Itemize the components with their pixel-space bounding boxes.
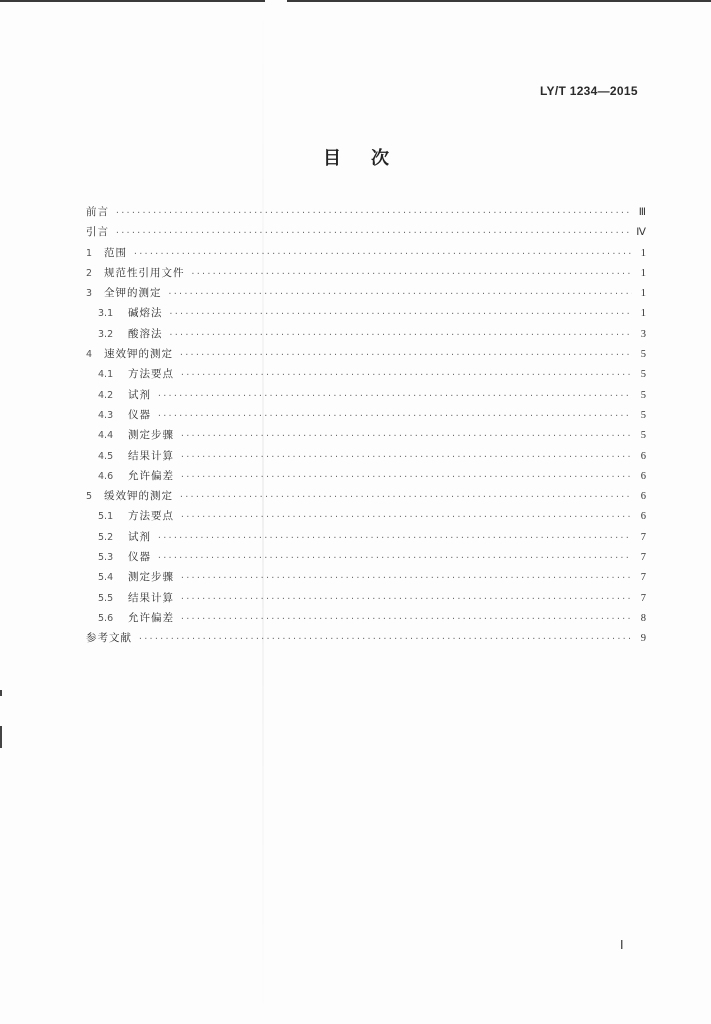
toc-dot-leader	[180, 568, 632, 588]
toc-entry-title: 仪器	[128, 551, 151, 564]
toc-entry-page: 5	[640, 430, 646, 442]
toc-entry-title: 结果计算	[128, 591, 174, 604]
toc-entry-number: 2	[86, 267, 93, 279]
toc-entry[interactable]	[86, 588, 646, 608]
toc-entry[interactable]	[86, 364, 646, 384]
toc-entry[interactable]	[86, 344, 646, 364]
toc-entry[interactable]	[86, 283, 646, 303]
toc-entry-page: 3	[640, 328, 646, 340]
toc-dot-leader	[169, 325, 633, 345]
toc-entry[interactable]	[86, 567, 646, 587]
toc-entry-page: 5	[640, 389, 646, 401]
toc-entry-number: 4.5	[98, 450, 114, 462]
toc-entry-title: 方法要点	[128, 368, 174, 381]
toc-entry-page: 6	[640, 511, 646, 523]
toc-entry-title: 参考文献	[86, 632, 132, 645]
toc-entry-title: 仪器	[128, 408, 151, 421]
toc-entry-title: 前言	[86, 206, 109, 218]
toc-entry[interactable]	[86, 547, 646, 567]
toc-dot-leader	[138, 629, 632, 649]
toc-entry-number: 4.2	[98, 389, 114, 401]
toc-entry[interactable]	[86, 527, 646, 547]
toc-entry-title: 速效钾的测定	[104, 348, 173, 361]
toc-dot-leader	[115, 223, 632, 243]
toc-entry-title: 方法要点	[128, 510, 174, 523]
toc-dot-leader	[169, 304, 633, 324]
scan-edge-mark	[0, 726, 2, 748]
toc-entry[interactable]	[86, 486, 646, 506]
toc-entry-page: 5	[640, 369, 646, 381]
toc-entry-number: 4.6	[98, 470, 114, 482]
toc-entry-title: 全钾的测定	[104, 287, 162, 300]
toc-entry-page: Ⅳ	[636, 227, 646, 239]
scan-edge-mark	[0, 690, 2, 696]
toc-dot-leader	[168, 284, 633, 304]
toc-dot-leader	[157, 528, 632, 548]
toc-dot-leader	[157, 406, 632, 426]
toc-dot-leader	[180, 447, 632, 467]
scan-top-edge	[0, 0, 711, 2]
toc-entry-title: 允许偏差	[128, 611, 174, 624]
toc-dot-leader	[179, 487, 632, 507]
toc-entry-page: 1	[640, 288, 646, 300]
toc-entry-number: 5	[86, 491, 93, 503]
toc-entry-page: 7	[640, 552, 646, 564]
toc-entry[interactable]	[86, 243, 646, 263]
toc-dot-leader	[157, 386, 632, 406]
toc-entry-number: 4.4	[98, 430, 114, 442]
toc-entry[interactable]	[86, 303, 646, 323]
toc-entry-page: 1	[640, 247, 646, 259]
toc-dot-leader	[180, 507, 632, 527]
toc-entry-title: 试剂	[128, 530, 151, 543]
page-number: Ⅰ	[620, 938, 624, 952]
toc-entry-page: Ⅲ	[638, 207, 646, 218]
toc-entry-page: 6	[640, 450, 646, 462]
table-of-contents	[86, 202, 646, 649]
scan-top-gap	[265, 0, 287, 3]
toc-entry-page: 5	[640, 349, 646, 361]
toc-entry-page: 9	[640, 633, 646, 645]
toc-entry-title: 测定步骤	[128, 571, 174, 584]
toc-entry[interactable]	[86, 466, 646, 486]
toc-entry-number: 1	[86, 247, 93, 259]
toc-dot-leader	[180, 589, 632, 609]
toc-entry-page: 1	[640, 308, 646, 320]
toc-entry-page: 1	[640, 267, 646, 279]
toc-entry-page: 6	[640, 491, 646, 503]
toc-entry-number: 5.4	[98, 572, 114, 584]
toc-entry-page: 7	[640, 572, 646, 584]
toc-entry-number: 4.3	[98, 409, 114, 421]
toc-entry-page: 6	[640, 470, 646, 482]
page-title: 目次	[323, 148, 419, 169]
toc-entry-title: 规范性引用文件	[104, 266, 185, 279]
toc-entry[interactable]	[86, 425, 646, 445]
toc-entry-page: 5	[640, 409, 646, 421]
toc-entry-number: 5.3	[98, 552, 114, 564]
toc-entry-title: 酸溶法	[128, 327, 163, 340]
toc-dot-leader	[180, 426, 632, 446]
toc-entry[interactable]	[86, 202, 646, 222]
toc-entry-title: 范围	[104, 246, 127, 259]
toc-entry[interactable]	[86, 405, 646, 425]
toc-entry-number: 5.5	[98, 592, 114, 604]
toc-entry-page: 7	[640, 592, 646, 604]
toc-entry[interactable]	[86, 628, 646, 648]
toc-entry-page: 8	[640, 612, 646, 624]
document-id: LY/T 1234—2015	[540, 84, 638, 98]
toc-entry-number: 4	[86, 349, 93, 361]
toc-entry-title: 测定步骤	[128, 429, 174, 442]
toc-entry[interactable]	[86, 446, 646, 466]
toc-dot-leader	[115, 203, 632, 223]
toc-dot-leader	[180, 467, 632, 487]
toc-entry-page: 7	[640, 531, 646, 543]
toc-entry[interactable]	[86, 506, 646, 526]
toc-entry-number: 5.1	[98, 511, 114, 523]
toc-entry[interactable]	[86, 263, 646, 283]
toc-entry-number: 5.6	[98, 612, 114, 624]
toc-entry-title: 碱熔法	[128, 307, 163, 320]
toc-entry[interactable]	[86, 222, 646, 242]
toc-entry[interactable]	[86, 324, 646, 344]
toc-entry[interactable]	[86, 385, 646, 405]
toc-entry-number: 5.2	[98, 531, 114, 543]
toc-entry-title: 引言	[86, 226, 109, 239]
toc-dot-leader	[179, 345, 632, 365]
toc-entry[interactable]	[86, 608, 646, 628]
toc-entry-title: 结果计算	[128, 449, 174, 462]
toc-entry-number: 3.1	[98, 308, 114, 320]
toc-dot-leader	[157, 548, 632, 568]
toc-entry-number: 4.1	[98, 369, 114, 381]
toc-entry-number: 3	[86, 288, 93, 300]
toc-entry-title: 允许偏差	[128, 469, 174, 482]
toc-entry-number: 3.2	[98, 328, 114, 340]
toc-entry-title: 试剂	[128, 388, 151, 401]
toc-dot-leader	[133, 244, 632, 264]
toc-dot-leader	[180, 609, 632, 629]
toc-dot-leader	[180, 365, 632, 385]
toc-entry-title: 缓效钾的测定	[104, 490, 173, 503]
toc-dot-leader	[191, 264, 633, 284]
